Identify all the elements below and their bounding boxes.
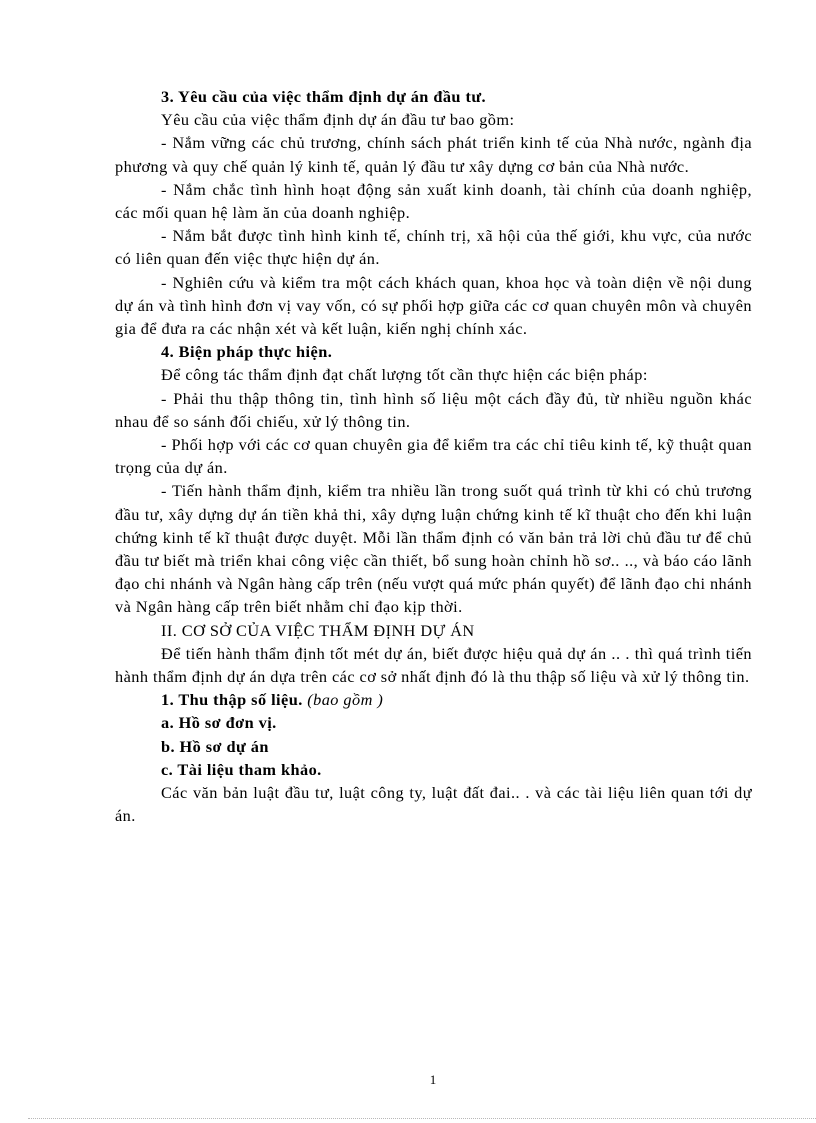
section-heading-1 xyxy=(115,688,752,711)
paragraph: - Nắm bắt được tình hình kinh tế, chính trị, xã hội của thế giới, khu vực, của nước có liên quan đến việc thực hiện dự án. xyxy=(115,226,752,269)
paragraph: Các văn bản luật đầu tư, luật công ty, luật đất đai.. . và các tài liệu liên quan tới dự án. xyxy=(115,783,752,826)
paragraph: - Nắm vững các chủ trương, chính sách phát triển kinh tế của Nhà nước, ngành địa phương và quy chế quản lý kinh tế, quản lý đầu tư xây dựng cơ bản của Nhà nước. xyxy=(115,133,752,176)
paragraph: - Tiến hành thẩm định, kiểm tra nhiều lần trong suốt quá trình từ khi có chủ trương đầu tư, xây dựng dự án tiền khả thi, xây dựng luận chứng kinh tế kĩ thuật cho đến khi luận chứng kinh tế kĩ thuật được duyệt. Mỗi lần thẩm định có văn bản trả lời chủ đầu tư để chủ đầu tư biết mà triển khai công việc cần thiết, bổ sung hoàn chỉnh hồ sơ.. .., và báo cáo lãnh đạo chi nhánh và Ngân hàng cấp trên (nếu vượt quá mức phán quyết) để lãnh đạo chi nhánh và Ngân hàng cấp trên biết nhằm chỉ đạo kịp thời. xyxy=(115,481,752,617)
heading-1-note: (bao gồm ) xyxy=(307,690,384,710)
list-item-c: c. Tài liệu tham khảo. xyxy=(161,759,322,779)
list-item-b: b. Hồ sơ dự án xyxy=(161,736,269,756)
page-number: 1 xyxy=(429,1072,437,1087)
paragraph: - Phải thu thập thông tin, tình hình số liệu một cách đầy đủ, từ nhiều nguồn khác nhau để so sánh đối chiếu, xử lý thông tin. xyxy=(115,388,752,431)
section-heading-4: 4. Biện pháp thực hiện. xyxy=(161,342,333,362)
section-heading-II: II. CƠ SỞ CỦA VIỆC THẨM ĐỊNH DỰ ÁN xyxy=(161,620,475,640)
list-item-a: a. Hồ sơ đơn vị. xyxy=(161,713,277,733)
section-heading-3: 3. Yêu cầu của việc thẩm định dự án đầu tư. xyxy=(161,87,487,106)
page-content xyxy=(115,85,752,828)
heading-1-text: 1. Thu thập số liệu. xyxy=(161,690,303,710)
paragraph: Yêu cầu của việc thẩm định dự án đầu tư bao gồm: xyxy=(161,110,515,130)
paragraph: - Nghiên cứu và kiểm tra một cách khách quan, khoa học và toàn diện về nội dung dự án và tình hình đơn vị vay vốn, có sự phối hợp giữa các cơ quan chuyên môn và chuyên gia để đưa ra các nhận xét và kết luận, kiến nghị chính xác. xyxy=(115,272,752,339)
paragraph: Để tiến hành thẩm định tốt mét dự án, biết được hiệu quả dự án .. . thì quá trình tiến hành thẩm định dự án dựa trên các cơ sở nhất định đó là thu thập số liệu và xử lý thông tin. xyxy=(115,643,752,687)
page-bottom-border xyxy=(28,1118,816,1119)
paragraph: - Nắm chắc tình hình hoạt động sản xuất kinh doanh, tài chính của doanh nghiệp, các mối quan hệ làm ăn của doanh nghiệp. xyxy=(115,179,752,223)
paragraph: - Phối hợp với các cơ quan chuyên gia để kiểm tra các chỉ tiêu kinh tế, kỹ thuật quan trọng của dự án. xyxy=(115,435,752,478)
paragraph: Để công tác thẩm định đạt chất lượng tốt cần thực hiện các biện pháp: xyxy=(161,365,648,385)
